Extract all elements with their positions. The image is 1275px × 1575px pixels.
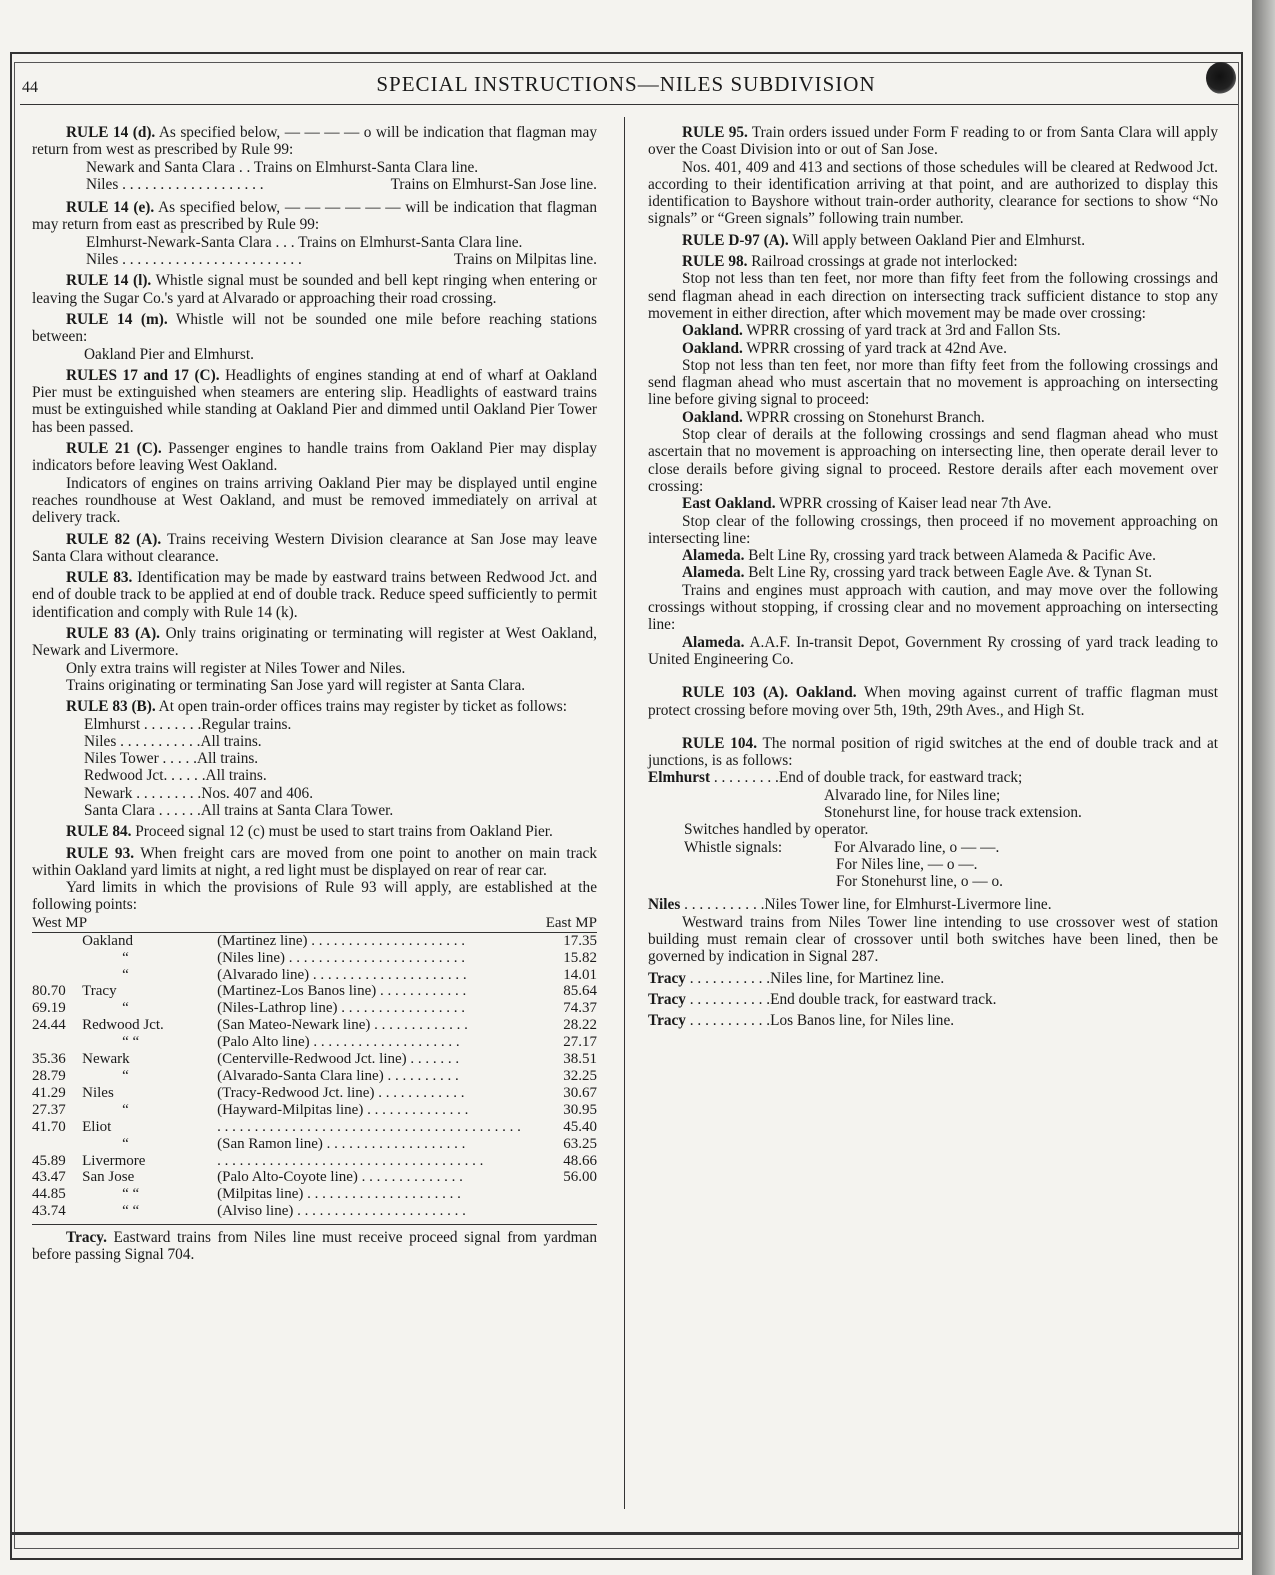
west-mp-cell: 43.47 (32, 1169, 66, 1186)
rule-heading: RULES 17 and 17 (C). (66, 366, 220, 384)
west-mp-cell: 41.29 (32, 1084, 66, 1101)
tracy-note (32, 1224, 597, 1264)
rule-98-para-4: Stop clear of the following crossings, then proceed if no movement approaching on intersecting line: (648, 512, 1218, 547)
yard-limits-table (32, 933, 597, 1220)
station-cell: Newark (82, 1051, 130, 1068)
rule-83a (32, 625, 597, 660)
station-cell: “ “ (122, 1034, 140, 1051)
whistle-signal-3: For Stonehurst line, o — o. (836, 873, 1003, 891)
value: Nos. 407 and 406. (201, 784, 314, 802)
crossing-oakland-2 (648, 340, 1218, 357)
station-cell: Livermore (82, 1152, 146, 1169)
east-mp-cell: 63.25 (563, 1135, 597, 1152)
rule-heading: RULE D-97 (A). (682, 231, 789, 249)
place: Niles Tower . . . . . (84, 750, 197, 768)
rule-heading: RULE 83 (A). (66, 625, 161, 643)
station-cell: “ (122, 1068, 129, 1085)
rule-83b (32, 698, 597, 715)
station-cell: “ (122, 1000, 129, 1017)
rule-95 (648, 124, 1218, 159)
value: Trains on Milpitas line. (453, 251, 597, 269)
station-cell: “ (122, 949, 129, 966)
leader-dots: . . . . . . . . . . . (685, 990, 771, 1008)
rule-93-para-2: Yard limits in which the provisions of Rule 93 will apply, are established at the following points: (32, 879, 597, 914)
crossing-text: A.A.F. In-transit Depot, Government Ry crossing of yard track leading to United Engineering Co. (648, 633, 1218, 668)
switch-elmhurst-line-2: Alvarado line, for Niles line; (824, 786, 1001, 804)
east-mp-cell: 74.37 (563, 1000, 597, 1017)
place: Niles (648, 896, 681, 914)
west-mp-cell (32, 950, 82, 967)
leader-dots: . . . . . . . . . . . (680, 896, 765, 914)
line-cell: (Niles line) . . . . . . . . . . . . . . . . . . . . . . . . (217, 949, 466, 966)
register-item (84, 802, 597, 819)
switch-tracy-3 (648, 1012, 1218, 1029)
table-row (32, 1136, 597, 1153)
leader-dots: . . . . . . . . . . . (685, 969, 771, 987)
register-item (84, 716, 597, 733)
place: Niles . . . . . . . . . . . . . . . . . . . (86, 175, 264, 193)
rule-text: Railroad crossings at grade not interlocked: (747, 253, 1018, 271)
west-mp-cell: 27.37 (32, 1101, 66, 1118)
rule-heading: RULE 14 (e). (66, 199, 155, 217)
place: Tracy (648, 1012, 686, 1030)
value: All trains at Santa Clara Tower. (200, 801, 394, 819)
rule-heading: RULE 84. (66, 823, 132, 841)
station-cell: Tracy (82, 983, 117, 1000)
crossing-text: WPRR crossing of Kaiser lead near 7th Ave. (775, 495, 1052, 513)
switch-text: Los Banos line, for Niles line. (770, 1012, 955, 1030)
rule-14m (32, 311, 597, 346)
east-mp-cell: 48.66 (563, 1152, 597, 1169)
line-cell: (Alviso line) . . . . . . . . . . . . . . . . . . . . . . . (217, 1203, 466, 1220)
rule-text: As specified below, — — — — o will be indication that flagman may return from west as prescribed by Rule 99: (32, 124, 597, 159)
east-mp-cell: 17.35 (563, 932, 597, 949)
line-cell: (Tracy-Redwood Jct. line) . . . . . . . . . . . . (217, 1084, 465, 1101)
station-cell: Oakland (82, 932, 133, 949)
whistle-signals (648, 839, 1218, 856)
table-row (32, 983, 597, 1000)
rule-text: Whistle signal must be sounded and bell kept ringing when entering or leaving the Sugar Co.'s yard at Alvarado or approaching their road crossing. (32, 272, 597, 307)
east-mp-cell: 14.01 (563, 966, 597, 983)
west-mp-cell: 24.44 (32, 1017, 66, 1034)
place: East Oakland. (682, 495, 776, 513)
rule-17 (32, 367, 597, 436)
line-cell: (Palo Alto-Coyote line) . . . . . . . . . . . . . . (217, 1169, 463, 1186)
switch-elmhurst-line-4: Switches handled by operator. (684, 821, 869, 839)
rule-82a (32, 531, 597, 566)
column-header-west: West MP (32, 914, 88, 931)
rule-heading: RULE 93. (66, 844, 135, 862)
east-mp-cell: 32.25 (563, 1068, 597, 1085)
place: Niles . . . . . . . . . . . . . . . . . . . . . . . . (86, 251, 302, 269)
rule-text: At open train-order offices trains may register by ticket as follows: (155, 698, 568, 716)
switch-text: End of double track, for eastward track; (778, 769, 1023, 787)
bottom-rule (10, 1532, 1243, 1535)
line-cell: (San Mateo-Newark line) . . . . . . . . . . . . . (217, 1017, 468, 1034)
west-mp-cell: 44.85 (32, 1186, 66, 1203)
place: Redwood Jct. . . . . . (84, 767, 206, 785)
table-row (32, 1153, 597, 1170)
page-title: SPECIAL INSTRUCTIONS—NILES SUBDIVISION (376, 72, 876, 96)
line-cell: (Hayward-Milpitas line) . . . . . . . . . . . . . . (217, 1101, 469, 1118)
place: Oakland. (682, 322, 743, 340)
table-row (32, 1169, 597, 1186)
register-list (32, 716, 597, 820)
place: Elmhurst . . . . . . . . (84, 715, 202, 733)
table-row (32, 1034, 597, 1051)
west-mp-cell: 80.70 (32, 983, 66, 1000)
rule-14e (32, 199, 597, 234)
rule-heading: RULE 95. (682, 124, 748, 141)
station-cell: “ “ (122, 1186, 140, 1203)
crossing-text: WPRR crossing on Stonehurst Branch. (742, 408, 985, 426)
register-item (84, 750, 597, 767)
station-cell: Redwood Jct. (82, 1017, 164, 1034)
table-row (32, 1085, 597, 1102)
rule-text: Only trains originating or terminating will register at West Oakland, Newark and Livermore. (32, 625, 597, 660)
rule-heading: RULE 14 (l). (66, 272, 152, 290)
switch-niles (648, 896, 1218, 913)
column-divider (624, 117, 625, 1509)
place: Oakland. (682, 408, 743, 426)
place: Alameda. (682, 633, 745, 651)
station-cell: “ (122, 1101, 129, 1118)
rule-d97a (648, 232, 1218, 249)
east-mp-cell: 30.67 (563, 1084, 597, 1101)
rule-text: Passenger engines to handle trains from Oakland Pier may display indicators before leaving West Oakland. (32, 440, 597, 475)
east-mp-cell: 30.95 (563, 1101, 597, 1118)
table-row (32, 1102, 597, 1119)
rule-heading: RULE 21 (C). (66, 440, 162, 458)
yard-table-header (32, 914, 597, 933)
crossing-text: WPRR crossing of yard track at 42nd Ave. (742, 339, 1007, 357)
east-mp-cell: 28.22 (563, 1017, 597, 1034)
line-cell: (Niles-Lathrop line) . . . . . . . . . . . . . . . . . (217, 1000, 465, 1017)
whistle-signal-2: For Niles line, — o —. (836, 855, 978, 873)
rule-heading: RULE 83. (66, 569, 133, 587)
switch-text: End double track, for eastward track. (770, 990, 997, 1008)
column-header-east: East MP (545, 914, 597, 931)
rule-heading: RULE 14 (d). (66, 124, 156, 141)
table-row (32, 1017, 597, 1034)
table-row (32, 1203, 597, 1220)
west-mp-cell (32, 1034, 82, 1051)
switch-text: Niles line, for Martinez line. (770, 969, 945, 987)
rule-83a-para-2: Only extra trains will register at Niles Tower and Niles. (66, 659, 406, 677)
table-row (32, 933, 597, 950)
table-row (32, 967, 597, 984)
line-cell: (Milpitas line) . . . . . . . . . . . . . . . . . . . . . (217, 1186, 461, 1203)
switch-tracy-1 (648, 970, 1218, 987)
right-column (648, 124, 1218, 1030)
place: Alameda. (682, 564, 745, 582)
table-row (32, 950, 597, 967)
rule-text: Whistle will not be sounded one mile before reaching stations between: (32, 310, 597, 346)
line-cell: (Martinez-Los Banos line) . . . . . . . . . . . . (217, 983, 467, 1000)
crossing-oakland-1 (648, 322, 1218, 339)
rule-84 (32, 823, 597, 840)
rule-text: As specified below, — — — — — — will be indication that flagman may return from east as prescribed by Rule 99: (32, 199, 597, 234)
west-mp-cell: 35.36 (32, 1051, 66, 1068)
place: Niles . . . . . . . . . . . (84, 732, 201, 750)
table-row (32, 1068, 597, 1085)
place: Tracy (648, 969, 686, 987)
rule-heading: RULE 82 (A). (66, 530, 162, 548)
rule-heading: RULE 104. (682, 734, 758, 752)
register-item (84, 767, 597, 784)
page-edge-shadow (1252, 0, 1275, 1575)
value: Trains on Elmhurst-San Jose line. (390, 175, 597, 193)
east-mp-cell (542, 1186, 597, 1203)
crossing-text: Belt Line Ry, crossing yard track between Alameda & Pacific Ave. (744, 547, 1156, 565)
rule-98 (648, 253, 1218, 270)
rule-heading: RULE 83 (B). (66, 698, 156, 716)
east-mp-cell (542, 1203, 597, 1220)
page-number: 44 (22, 79, 38, 96)
switch-text: Niles Tower line, for Elmhurst-Livermore line. (764, 896, 1052, 914)
rule-104 (648, 735, 1218, 770)
crossing-alameda-1 (648, 547, 1218, 564)
register-item (84, 733, 597, 750)
west-mp-cell (32, 1136, 82, 1153)
west-mp-cell: 41.70 (32, 1118, 66, 1135)
station-cell: Niles (82, 1084, 114, 1101)
line-cell: . . . . . . . . . . . . . . . . . . . . . . . . . . . . . . . . . . . . . . . . . (217, 1118, 521, 1135)
rule-text: Will apply between Oakland Pier and Elmhurst. (788, 231, 1086, 249)
crossing-text: Belt Line Ry, crossing yard track between Eagle Ave. & Tynan St. (744, 564, 1153, 582)
line-cell: (Martinez line) . . . . . . . . . . . . . . . . . . . . . (217, 932, 465, 949)
place: Alameda. (682, 547, 745, 565)
east-mp-cell: 45.40 (563, 1118, 597, 1135)
line-cell: (San Ramon line) . . . . . . . . . . . . . . . . . . . (217, 1135, 466, 1152)
rule-98-para-3: Stop clear of derails at the following crossings and send flagman ahead who must ascertain that no movement is approaching on intersecting line, then operate derail lever to close derails before giving signal to proceed. Restore derails after each movement over crossing: (648, 426, 1218, 495)
switch-elmhurst (648, 769, 1218, 786)
register-item (84, 785, 597, 802)
line-cell: . . . . . . . . . . . . . . . . . . . . . . . . . . . . . . . . . . . . (217, 1152, 484, 1169)
table-row (32, 1051, 597, 1068)
rule-83a-para-3: Trains originating or terminating San Jose yard will register at Santa Clara. (66, 676, 526, 694)
east-mp-cell: 85.64 (563, 983, 597, 1000)
rule-14d (32, 124, 597, 159)
whistle-signal: For Alvarado line, o — —. (834, 838, 1000, 856)
rule-14d-line-2 (32, 176, 597, 193)
east-mp-cell: 27.17 (563, 1034, 597, 1051)
rule-93 (32, 845, 597, 880)
station-cell: San Jose (82, 1169, 135, 1186)
rule-14d-line-1: Newark and Santa Clara . . Trains on Elmhurst-Santa Clara line. (86, 158, 479, 176)
station-cell: Eliot (82, 1118, 112, 1135)
west-mp-cell: 43.74 (32, 1203, 66, 1220)
rule-14e-line-2 (32, 251, 597, 268)
west-mp-cell (32, 967, 82, 984)
rule-heading: RULE 14 (m). (66, 310, 168, 328)
rule-98-para-2: Stop not less than ten feet, nor more than fifty feet from the following crossings and send flagman ahead who must ascertain that no movement is approaching on intersecting line before giving signal to proceed: (648, 356, 1218, 409)
left-column (32, 124, 597, 1264)
rule-14l (32, 272, 597, 307)
line-cell: (Palo Alto line) . . . . . . . . . . . . . . . . . . . . (217, 1034, 460, 1051)
east-mp-cell: 38.51 (563, 1051, 597, 1068)
rule-text: Proceed signal 12 (c) must be used to start trains from Oakland Pier. (131, 823, 553, 841)
line-cell: (Alvarado-Santa Clara line) . . . . . . . . . . (217, 1068, 459, 1085)
station-cell: “ “ (122, 1203, 140, 1220)
rule-heading: RULE 103 (A). Oakland. (682, 684, 857, 702)
value: All trains. (200, 732, 262, 750)
place: Santa Clara . . . . . . (84, 801, 201, 819)
crossing-alameda-3 (648, 634, 1218, 669)
value: Regular trains. (201, 715, 292, 733)
value: All trains. (196, 750, 259, 768)
station-cell: “ (122, 1135, 129, 1152)
switch-niles-para: Westward trains from Niles Tower line intending to use crossover west of station building must remain clear of crossover until both switches have been lined, then be governed by indication in Signal 287. (648, 913, 1218, 966)
rule-98-para-1: Stop not less than ten feet, nor more than fifty feet from the following crossings and send flagman ahead in each direction on intersecting track sufficient distance to stop any movement in either direction, after which movement may be made over crossing: (648, 270, 1218, 322)
rule-95-para-2: Nos. 401, 409 and 413 and sections of those schedules will be cleared at Redwood Jct. according to their identification arriving at that point, and are authorized to display this identification to Bayshore without train-order authority, clearance for sections to show “No signals” or “Green signals” following train number. (648, 158, 1218, 228)
place: Oakland. (682, 339, 743, 357)
rule-text: Trains receiving Western Division clearance at San Jose may leave Santa Clara without clearance. (32, 530, 597, 565)
east-mp-cell: 56.00 (563, 1169, 597, 1186)
line-cell: (Centerville-Redwood Jct. line) . . . . . . . (217, 1051, 460, 1068)
rule-text: When freight cars are moved from one point to another on main track within Oakland yard limits at night, a red light must be displayed on rear of rear car. (32, 844, 597, 879)
west-mp-cell: 45.89 (32, 1152, 66, 1169)
table-row (32, 1000, 597, 1017)
whistle-label: Whistle signals: (684, 838, 783, 856)
rule-21c (32, 440, 597, 475)
switch-elmhurst-line-3: Stonehurst line, for house track extension. (824, 803, 1082, 821)
value: All trains. (205, 767, 267, 785)
rule-text: Identification may be made by eastward trains between Redwood Jct. and end of double track to be applied at end of double track. Reduce speed sufficiently to permit identification and comply with Rule 14 (k). (32, 569, 597, 621)
crossing-east-oakland (648, 495, 1218, 512)
west-mp-cell (32, 933, 82, 950)
leader-dots: . . . . . . . . . (710, 769, 779, 787)
east-mp-cell: 15.82 (563, 949, 597, 966)
rule-21c-para-2: Indicators of engines on trains arriving Oakland Pier may be displayed until engine reaches roundhouse at West Oakland, and must be removed immediately on arrival at delivery track. (32, 474, 597, 527)
rule-heading: RULE 98. (682, 253, 748, 271)
title-underline (20, 104, 1238, 105)
crossing-oakland-3 (648, 409, 1218, 426)
rule-text: When moving against current of traffic flagman must protect crossing before moving over 5th, 19th, 29th Aves., and High St. (648, 684, 1218, 719)
station-cell: “ (122, 966, 129, 983)
leader-dots: . . . . . . . . . . . (685, 1012, 771, 1030)
rule-text: The normal position of rigid switches at the end of double track and at junctions, is as follows: (648, 734, 1218, 770)
note-heading: Tracy. (66, 1229, 107, 1247)
table-row (32, 1119, 597, 1136)
west-mp-cell: 28.79 (32, 1068, 66, 1085)
crossing-text: WPRR crossing of yard track at 3rd and Fallon Sts. (742, 322, 1061, 340)
place: Elmhurst (648, 769, 711, 787)
crossing-alameda-2 (648, 564, 1218, 581)
place: Tracy (648, 990, 686, 1008)
rule-103a (648, 684, 1218, 719)
note-text: Eastward trains from Niles line must receive proceed signal from yardman before passing Signal 704. (32, 1229, 597, 1264)
table-row (32, 1186, 597, 1203)
place: Newark . . . . . . . . . (84, 784, 202, 802)
rule-98-para-5: Trains and engines must approach with caution, and may move over the following crossings without stopping, if crossing clear and no movement approaching on intersecting line: (648, 581, 1218, 634)
rule-14m-line-1: Oakland Pier and Elmhurst. (84, 345, 254, 363)
rule-14e-line-1: Elmhurst-Newark-Santa Clara . . . Trains on Elmhurst-Santa Clara line. (86, 233, 523, 251)
west-mp-cell: 69.19 (32, 1000, 66, 1017)
rule-text: Train orders issued under Form F reading to or from Santa Clara will apply over the Coast Division into or out of San Jose. (648, 124, 1218, 159)
switch-tracy-2 (648, 991, 1218, 1008)
rule-text: Headlights of engines standing at end of wharf at Oakland Pier must be extinguished when steamers are entering slip. Headlights of eastward trains must be extinguished while standing at Oakland Pier and dimmed until Oakland Pier Tower has been passed. (32, 366, 597, 436)
line-cell: (Alvarado line) . . . . . . . . . . . . . . . . . . . . . (217, 966, 467, 983)
rule-83 (32, 569, 597, 621)
